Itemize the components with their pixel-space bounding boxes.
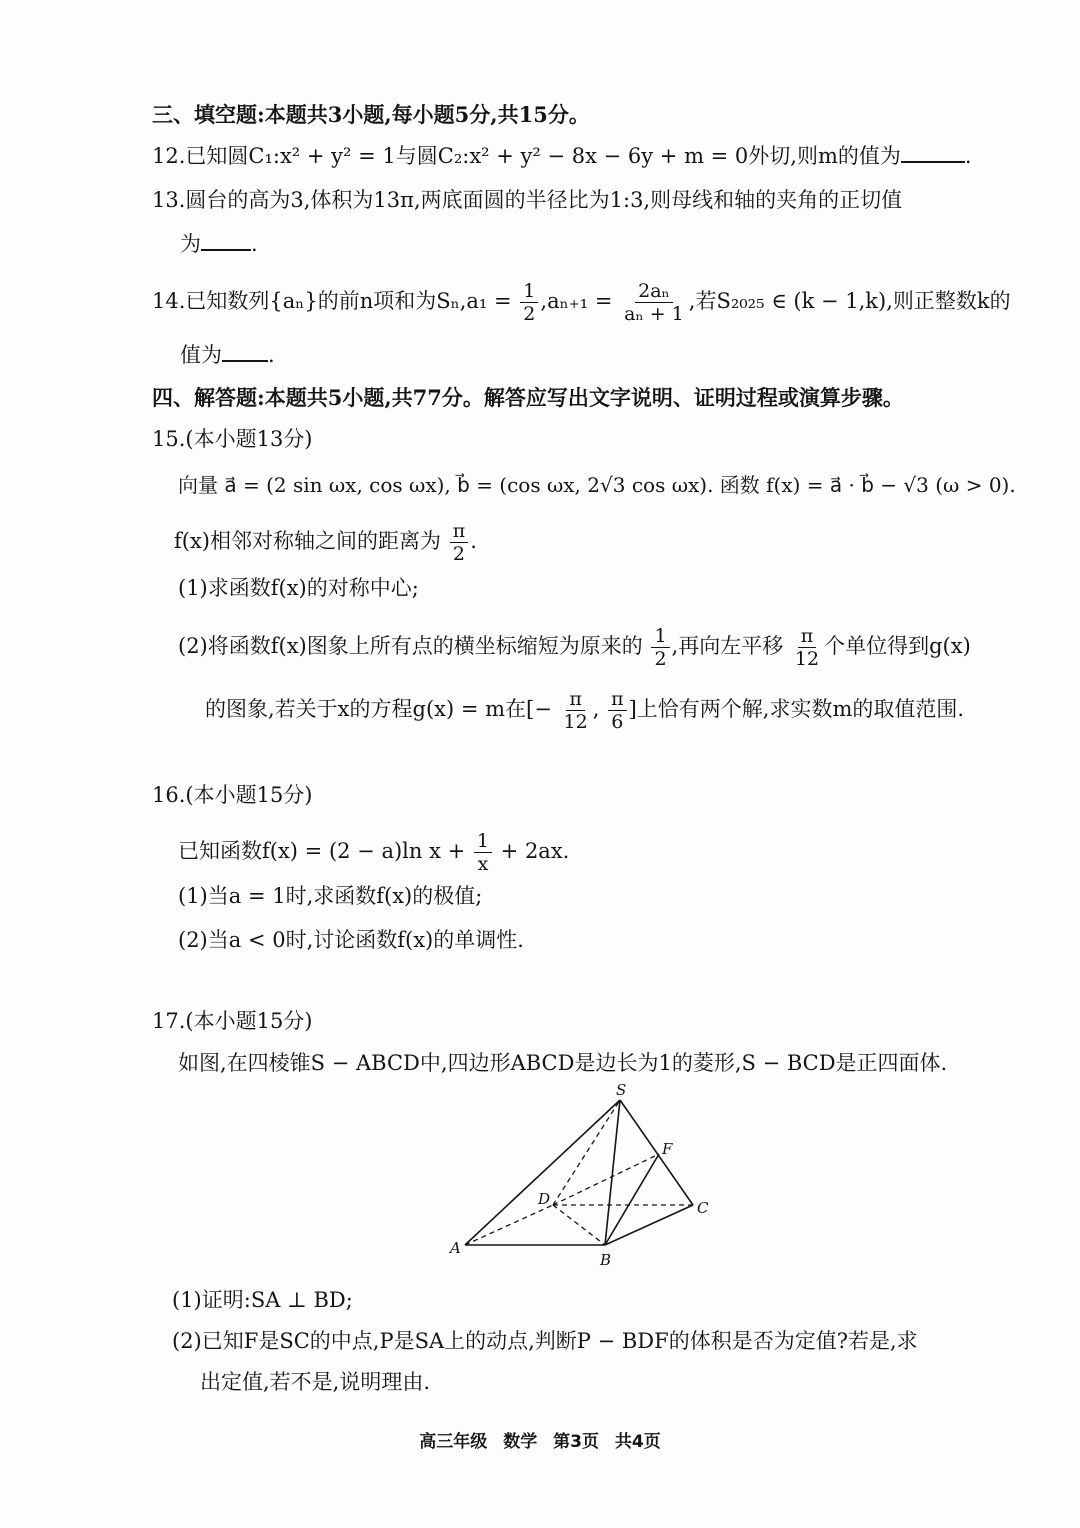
question-14-end: . [268, 343, 275, 367]
question-15-part-2-line-1 [178, 625, 971, 670]
label-S: S [616, 1082, 627, 1099]
question-14-line-2 [180, 340, 275, 370]
question-16-stem [178, 830, 569, 875]
question-17-part-1: (1)证明:SA ⊥ BD; [172, 1288, 353, 1312]
fraction-interval-left [561, 688, 591, 733]
question-15-stem-1: 向量 a⃗ = (2 sin ωx, cos ωx), b⃗ = (cos ωx, 2√3 cos ωx). 函数 f(x) = a⃗ · b⃗ − √3 (ω > 0). [178, 473, 1016, 497]
question-12-text: 12.已知圆C₁:x² + y² = 1与圆C₂:x² + y² − 8x − 6y + m = 0外切,则m的值为 [152, 144, 901, 168]
edge-AD [465, 1205, 553, 1245]
question-16-part-1: (1)当a = 1时,求函数f(x)的极值; [178, 884, 483, 908]
question-15-part-1: (1)求函数f(x)的对称中心; [178, 576, 419, 600]
question-17-part-2-line-2: 出定值,若不是,说明理由. [200, 1370, 431, 1394]
section-4-heading: 四、解答题:本题共5小题,共77分。解答应写出文字说明、证明过程或演算步骤。 [152, 385, 904, 410]
fraction-one-half-numerator: 1 [651, 625, 669, 648]
question-16-stem-text-a: 已知函数f(x) = (2 − a)ln x + [178, 839, 466, 863]
fraction-interval-right-numerator: π [608, 688, 627, 711]
fraction-one-over-x-numerator: 1 [474, 830, 492, 853]
label-F: F [662, 1140, 673, 1158]
question-13-line-1: 13.圆台的高为3,体积为13π,两底面圆的半径比为1:3,则母线和轴的夹角的正切值 [152, 188, 903, 212]
fraction-interval-right [608, 688, 627, 733]
question-14-part-2: ,aₙ₊₁ = [540, 289, 613, 313]
fraction-pi-over-2-numerator: π [450, 520, 469, 543]
question-16-part-2: (2)当a < 0时,讨论函数f(x)的单调性. [178, 928, 524, 952]
edge-BD [553, 1205, 605, 1245]
question-15-part-2-line-2 [205, 688, 964, 733]
question-17-stem: 如图,在四棱锥S − ABCD中,四边形ABCD是边长为1的菱形,S − BCD是正四面体. [178, 1051, 948, 1075]
question-12 [152, 141, 972, 171]
fraction-one-over-x [474, 830, 492, 875]
fraction-recurrence-numerator: 2aₙ [635, 280, 673, 303]
question-15-stem-2-text: f(x)相邻对称轴之间的距离为 [174, 529, 442, 553]
fraction-interval-left-denominator: 12 [563, 711, 588, 733]
fraction-recurrence [621, 280, 687, 325]
fraction-a1-denominator: 2 [523, 303, 536, 325]
label-A: A [450, 1239, 461, 1257]
question-15-part-2-text-a: (2)将函数f(x)图象上所有点的横坐标缩短为原来的 [178, 634, 643, 658]
fraction-one-half [651, 625, 669, 670]
label-B: B [600, 1251, 612, 1269]
fraction-one-half-denominator: 2 [654, 648, 667, 670]
question-16-stem-text-b: + 2ax. [500, 839, 570, 863]
question-14-line-1 [152, 280, 1011, 325]
question-15-stem-2-end: . [470, 529, 477, 553]
edge-SC [620, 1100, 693, 1205]
question-14-part-1: 14.已知数列{aₙ}的前n项和为Sₙ,a₁ = [152, 289, 512, 313]
edge-SA [465, 1100, 620, 1245]
question-15-part-2-text-f: ]上恰有两个解,求实数m的取值范围. [628, 697, 965, 721]
question-15-part-2-text-e: , [592, 697, 600, 721]
fraction-a1-numerator: 1 [520, 280, 538, 303]
answer-blank-13 [201, 229, 251, 251]
page-footer: 高三年级 数学 第3页 共4页 [419, 1432, 661, 1452]
question-17-title: 17.(本小题15分) [152, 1009, 313, 1033]
question-16-title: 16.(本小题15分) [152, 783, 313, 807]
edge-BC [605, 1205, 693, 1245]
fraction-one-over-x-denominator: x [477, 853, 489, 875]
question-15-part-2-text-c: 个单位得到g(x) [824, 634, 971, 658]
question-15-title: 15.(本小题13分) [152, 427, 313, 451]
question-17-part-2-line-1: (2)已知F是SC的中点,P是SA上的动点,判断P − BDF的体积是否为定值?若是,求 [172, 1329, 918, 1353]
fraction-pi-over-2-denominator: 2 [452, 543, 465, 565]
fraction-pi-over-12 [792, 625, 822, 670]
question-14-part-3: ,若S₂₀₂₅ ∈ (k − 1,k),则正整数k的 [688, 289, 1011, 313]
question-15-part-2-text-d: 的图象,若关于x的方程g(x) = m在[− [205, 697, 552, 721]
label-C: C [697, 1199, 709, 1217]
fraction-interval-left-numerator: π [566, 688, 585, 711]
label-D: D [538, 1190, 551, 1208]
question-15-stem-2 [174, 520, 477, 565]
fraction-pi-over-12-numerator: π [798, 625, 817, 648]
fraction-interval-right-denominator: 6 [611, 711, 624, 733]
question-12-end: . [964, 144, 972, 168]
question-13-line-2 [180, 229, 258, 259]
question-15-part-2-text-b: ,再向左平移 [671, 634, 784, 658]
question-13-end: . [251, 232, 258, 256]
fraction-a1 [520, 280, 538, 325]
section-3-heading: 三、填空题:本题共3小题,每小题5分,共15分。 [152, 102, 590, 127]
question-14-line-2-text: 值为 [180, 343, 222, 367]
fraction-pi-over-2 [450, 520, 469, 565]
fraction-pi-over-12-denominator: 12 [794, 648, 820, 670]
answer-blank-14 [222, 340, 268, 362]
fraction-recurrence-denominator: aₙ + 1 [624, 303, 684, 325]
question-13-line-2-text: 为 [180, 232, 201, 256]
pyramid-figure [440, 1082, 730, 1272]
answer-blank-12 [901, 141, 965, 163]
